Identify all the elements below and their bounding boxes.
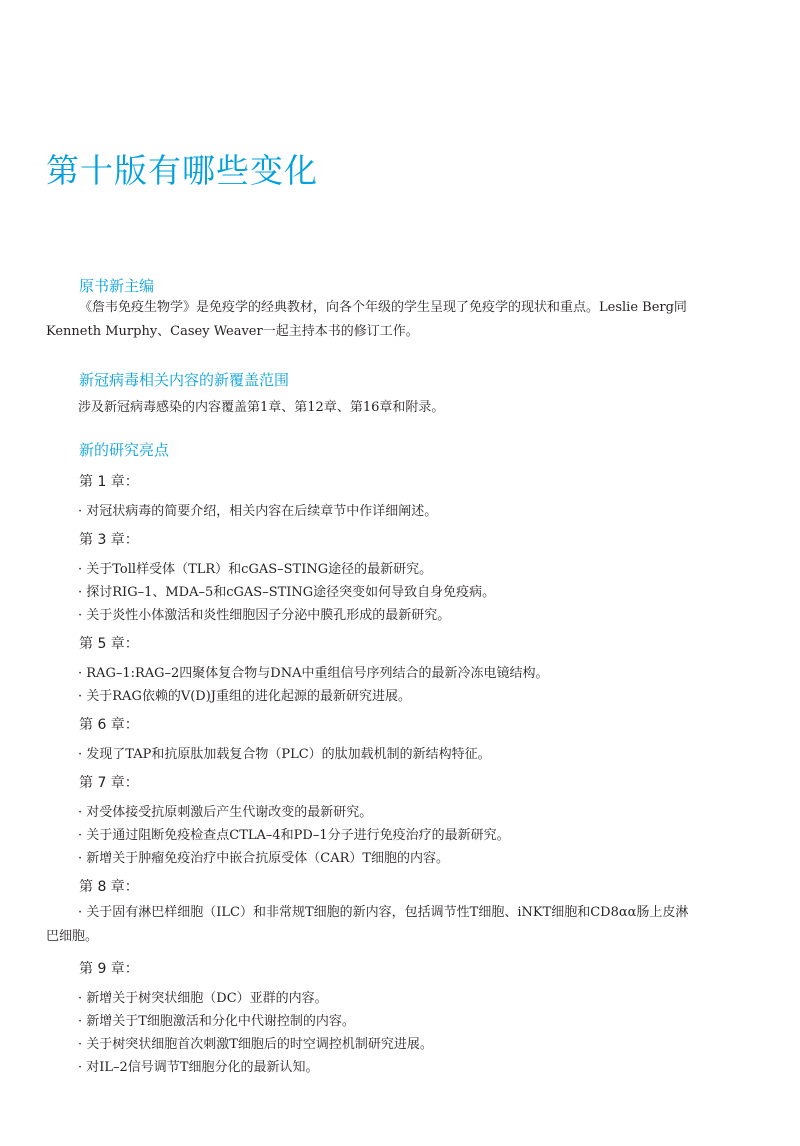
chapter-1-label: 第 1 章：: [79, 474, 139, 490]
paragraph-editor-line-2: Kenneth Murphy、Casey Weaver一起主持本书的修订工作。: [46, 324, 419, 339]
paragraph-editor: [46, 296, 762, 344]
chapter-9-label: 第 9 章：: [79, 961, 139, 977]
chapter-9-bullet-4: · 对IL–2信号调节T细胞分化的最新认知。: [78, 1060, 319, 1075]
section-heading-editor: 原书新主编: [79, 277, 155, 295]
paragraph-editor-line-1: 《詹韦免疫生物学》是免疫学的经典教材，向各个年级的学生呈现了免疫学的现状和重点。Leslie Berg同: [79, 300, 687, 315]
chapter-8-bullet-1-line-2: 巴细胞。: [46, 929, 99, 944]
chapter-5-bullet-2: · 关于RAG依赖的V(D)J重组的进化起源的最新研究进展。: [78, 689, 411, 704]
chapter-6-bullet-1: · 发现了TAP和抗原肽加载复合物（PLC）的肽加载机制的新结构特征。: [78, 747, 491, 762]
chapter-3-bullet-1: · 关于Toll样受体（TLR）和cGAS–STING途径的最新研究。: [78, 562, 433, 577]
chapter-6-label: 第 6 章：: [79, 717, 139, 733]
chapter-3-bullet-2: · 探讨RIG–1、MDA–5和cGAS–STING途径突变如何导致自身免疫病。: [78, 585, 496, 600]
section-heading-covid: 新冠病毒相关内容的新覆盖范围: [79, 371, 290, 389]
section-heading-highlights: 新的研究亮点: [79, 441, 170, 459]
chapter-9-bullet-3: · 关于树突状细胞首次刺激T细胞后的时空调控机制研究进展。: [78, 1037, 433, 1052]
chapter-5-label: 第 5 章：: [79, 636, 139, 652]
chapter-8-bullet-1: [46, 901, 762, 949]
chapter-3-label: 第 3 章：: [79, 532, 139, 548]
chapter-7-label: 第 7 章：: [79, 775, 139, 791]
chapter-9-bullet-2: · 新增关于T细胞激活和分化中代谢控制的内容。: [78, 1014, 355, 1029]
chapter-8-bullet-1-line-1: · 关于固有淋巴样细胞（ILC）和非常规T细胞的新内容，包括调节性T细胞、iNKT细胞和CD8αα肠上皮淋: [78, 905, 689, 920]
chapter-5-bullet-1: · RAG–1:RAG–2四聚体复合物与DNA中重组信号序列结合的最新冷冻电镜结构。: [78, 666, 549, 681]
chapter-3-bullet-3: · 关于炎性小体激活和炎性细胞因子分泌中膜孔形成的最新研究。: [78, 608, 451, 623]
chapter-8-label: 第 8 章：: [79, 879, 139, 895]
page-title: 第十版有哪些变化: [46, 151, 318, 190]
chapter-7-bullet-1: · 对受体接受抗原刺激后产生代谢改变的最新研究。: [78, 805, 373, 820]
chapter-7-bullet-3: · 新增关于肿瘤免疫治疗中嵌合抗原受体（CAR）T细胞的内容。: [78, 851, 450, 866]
chapter-1-bullet-1: · 对冠状病毒的简要介绍，相关内容在后续章节中作详细阐述。: [78, 504, 438, 519]
chapter-9-bullet-1: · 新增关于树突状细胞（DC）亚群的内容。: [78, 991, 328, 1006]
paragraph-covid: 涉及新冠病毒感染的内容覆盖第1章、第12章、第16章和附录。: [78, 400, 445, 415]
chapter-7-bullet-2: · 关于通过阻断免疫检查点CTLA–4和PD–1分子进行免疫治疗的最新研究。: [78, 828, 510, 843]
